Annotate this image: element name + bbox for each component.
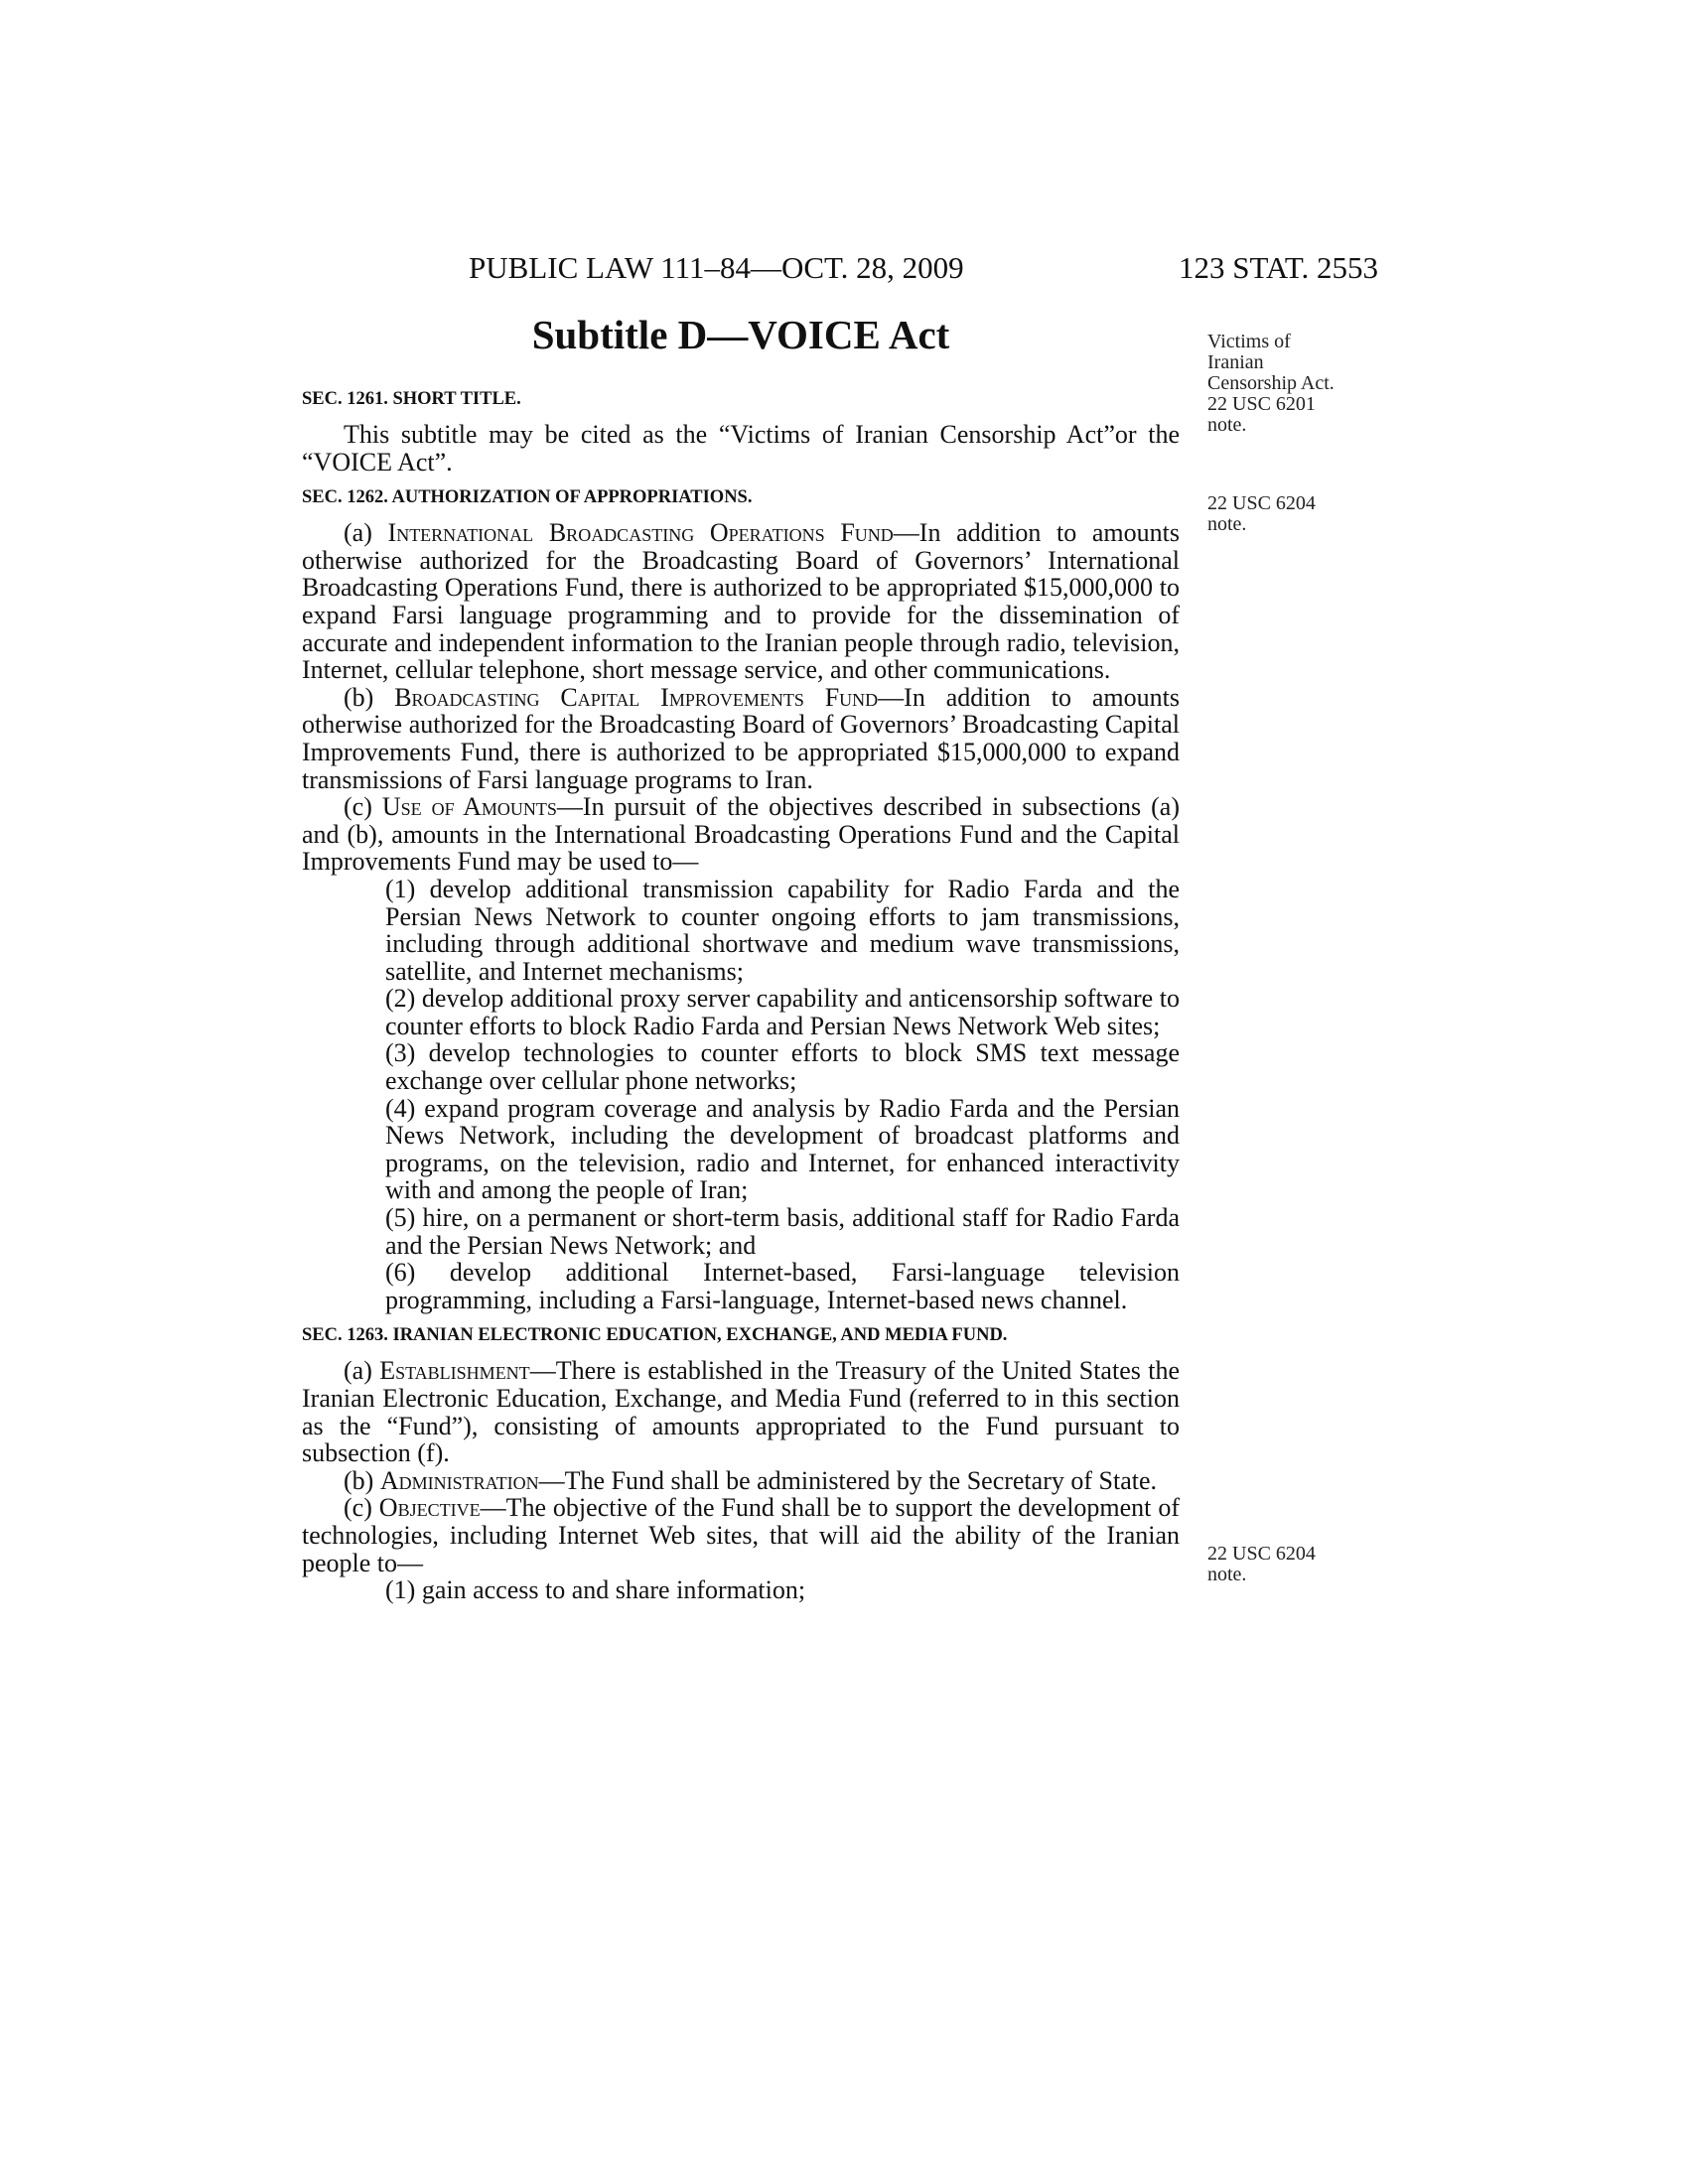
list-item: (1) develop additional transmission capability for Radio Farda and the Persian News Network to counter ongoing efforts to jam transmissions, including through additional shortwave and medium wave transmissions, satellite, and Internet mechanisms;: [385, 874, 1180, 986]
list-item: (3) develop technologies to counter efforts to block SMS text message exchange over cellular phone networks;: [385, 1038, 1180, 1096]
subsection-label: (c): [344, 1493, 379, 1523]
subsection-title: Objective: [378, 1493, 481, 1523]
list-item: (6) develop additional Internet-based, Farsi-language television programming, including a Farsi-language, Internet-based news channel.: [385, 1258, 1180, 1314]
subsection-text: —The Fund shall be administered by the Secretary of State.: [538, 1465, 1157, 1495]
subsection-label: (b): [344, 682, 395, 712]
margin-note-line: note.: [1207, 1564, 1247, 1585]
subsection-1263-a: [302, 1357, 1180, 1466]
margin-note-line: Censorship Act.: [1207, 372, 1335, 394]
paragraph-short-title: This subtitle may be cited as the “Victims of Iranian Censorship Act”or the “VOICE Act”.: [302, 420, 1180, 477]
subsection-text: —There is established in the Treasury of the United States the Iranian Electronic Education, Exchange, and Media Fund (referred to in this section as the “Fund”), consisting of amounts appropriated to the Fund pursuant to subsection (f).: [302, 1356, 1180, 1468]
margin-note-line: 22 USC 6204: [1207, 492, 1316, 514]
margin-note-line: note.: [1207, 513, 1247, 535]
subsection-1263-c: [302, 1494, 1180, 1576]
subsection-text: —In pursuit of the objectives described in subsections (a) and (b), amounts in the International Broadcasting Operations Fund and the Capital Improvements Fund may be used to—: [302, 792, 1180, 877]
margin-note-sec-1262: [1207, 493, 1376, 535]
subsection-label: (a): [344, 518, 388, 548]
running-head-right: 123 STAT. 2553: [1178, 250, 1378, 285]
subsection-label: (c): [344, 792, 382, 822]
subsection-1262-c: [302, 793, 1180, 876]
running-head: [469, 250, 1378, 290]
section-heading-1262: SEC. 1262. AUTHORIZATION OF APPROPRIATIONS.: [302, 487, 753, 508]
subsection-title: Broadcasting Capital Improvements Fund: [394, 682, 879, 712]
subtitle-heading: Subtitle D—VOICE Act: [531, 312, 950, 357]
list-item: (2) develop additional proxy server capability and anticensorship software to counter efforts to block Radio Farda and Persian News Network Web sites;: [385, 984, 1180, 1040]
margin-note-sec-1261: [1207, 332, 1376, 436]
subsection-text: —The objective of the Fund shall be to support the development of technologies, including Internet Web sites, that will aid the ability of the Iranian people to—: [302, 1493, 1180, 1577]
subsection-1263-b: [302, 1467, 1180, 1495]
margin-note-line: Victims of: [1207, 331, 1291, 352]
section-heading-1263: SEC. 1263. IRANIAN ELECTRONIC EDUCATION, EXCHANGE, AND MEDIA FUND.: [302, 1325, 1008, 1346]
section-heading-1261: SEC. 1261. SHORT TITLE.: [302, 389, 521, 409]
list-item: (1) gain access to and share information;: [385, 1575, 806, 1605]
margin-note-line: note.: [1207, 414, 1247, 436]
subsection-title: International Broadcasting Operations Fund: [387, 518, 894, 548]
margin-note-line: 22 USC 6201: [1207, 393, 1316, 415]
subsection-title: Establishment: [379, 1356, 530, 1386]
subsection-label: (b): [344, 1465, 380, 1495]
list-item: (5) hire, on a permanent or short-term basis, additional staff for Radio Farda and the Persian News Network; and: [385, 1203, 1180, 1260]
subsection-title: Administration: [379, 1465, 539, 1495]
margin-note-sec-1263: [1207, 1544, 1376, 1585]
margin-note-line: 22 USC 6204: [1207, 1543, 1316, 1565]
body-text: [302, 387, 1180, 1604]
margin-note-line: Iranian: [1207, 351, 1264, 373]
subsection-1262-b: [302, 684, 1180, 793]
subsection-1262-a: [302, 519, 1180, 684]
running-head-left: PUBLIC LAW 111–84—OCT. 28, 2009: [469, 250, 964, 285]
subsection-text: —In addition to amounts otherwise authorized for the Broadcasting Board of Governors’ Broadcasting Capital Improvements Fund, there is authorized to be appropriated $15,000,000 to expand transmissions of Farsi language programs to Iran.: [302, 682, 1180, 794]
subsection-title: Use of Amounts: [381, 792, 557, 822]
subsection-label: (a): [344, 1356, 380, 1386]
subsection-text: —In addition to amounts otherwise authorized for the Broadcasting Board of Governors’ International Broadcasting Operations Fund, there is authorized to be appropriated $15,000,000 to expand Farsi language programming and to provide for the dissemination of accurate and independent information to the Iranian people through radio, television, Internet, cellular telephone, short message service, and other communications.: [302, 518, 1180, 685]
list-item: (4) expand program coverage and analysis by Radio Farda and the Persian News Network, including the development of broadcast platforms and programs, on the television, radio and Internet, for enhanced interactivity with and among the people of Iran;: [385, 1093, 1180, 1205]
